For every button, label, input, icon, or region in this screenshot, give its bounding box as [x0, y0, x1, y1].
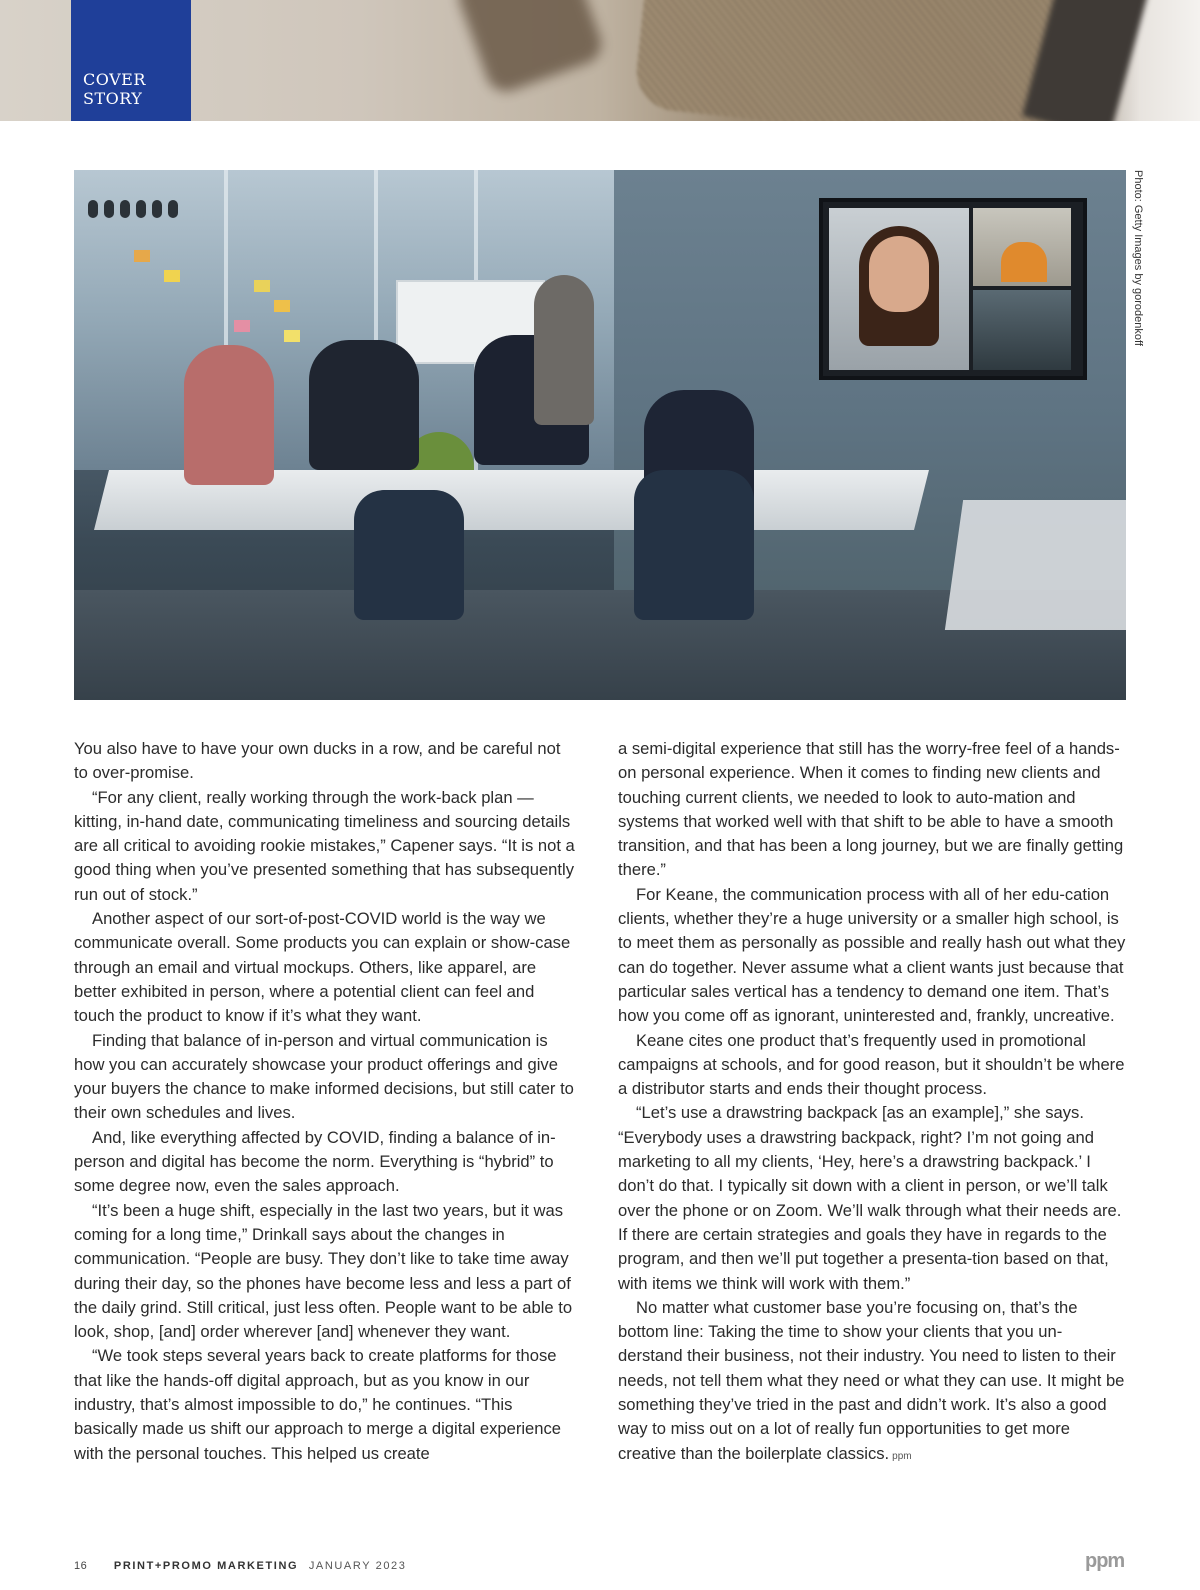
page-number: 16 [74, 1560, 88, 1572]
video-call-screen [819, 198, 1087, 380]
page-footer [74, 1560, 406, 1572]
paragraph: “We took steps several years back to create platforms for those that like the hands-off digital approach, but as you know in our industry, that’s almost impossible to do,” he continues. “This basically made us shift our approach to merge a digital experience with the personal touches. This helped us create [74, 1346, 562, 1463]
paragraph: And, like everything affected by COVID, finding a balance of in-person and digital has become the norm. Everything is “hybrid” to some degree now, even the sales approach. [74, 1127, 556, 1196]
paragraph: You also have to have your own ducks in a row, and be careful not to over-promise. [74, 739, 561, 783]
paragraph: “Let’s use a drawstring backpack [as an example],” she says. “Everybody uses a drawstring backpack, right? I’m not going and marketing to all my clients, ‘Hey, here’s a drawstring backpack.’ I don’t do that. I typically sit down with a client in person, or we’ll talk over the phone or on Zoom. We’ll walk through what their needs are. If there are certain strategies and goals they have in regards to the program, and then we’ll put together a presenta-tion based on that, with items we think will work with them.” [618, 1103, 1122, 1293]
photo-credit: Photo: Getty Images by gorodenkoff [1132, 170, 1144, 346]
paragraph: “It’s been a huge shift, especially in the last two years, but it was coming for a long time,” Drinkall says about the changes in communication. “People are busy. They don’t like to take time away during their day, so the phones have become less and less a part of the daily grind. Still critical, just less often. People want to be able to look, shop, [and] order wherever [and] whenever they want. [74, 1200, 573, 1342]
meeting-room-photo [74, 170, 1126, 700]
paragraph: “For any client, really working through the work-back plan — kitting, in-hand date, communicating timeliness and sourcing details are all critical to avoiding rookie mistakes,” Capener says. “It is not a good thing when you’ve presented something that has subsequently run out of stock.” [74, 787, 575, 904]
section-tab [71, 0, 191, 121]
paragraph: Keane cites one product that’s frequently used in promotional campaigns at schools, and for good reason, but it shouldn’t be where a distributor starts and ends their thought process. [618, 1030, 1125, 1099]
paragraph: Finding that balance of in-person and virtual communication is how you can accurately showcase your product offerings and give your buyers the chance to make informed decisions, but still cater to their own schedules and lives. [74, 1030, 574, 1123]
magazine-name: PRINT+PROMO MARKETING [113, 1560, 299, 1572]
section-tab-line1: COVER [83, 70, 146, 89]
end-mark: ppm [892, 1450, 912, 1462]
paragraph: Another aspect of our sort-of-post-COVID world is the way we communicate overall. Some products you can explain or show-case through an email and virtual mockups. Others, like apparel, are better exhibited in person, where a potential client can feel and touch the product to know if it’s what they want. [74, 909, 571, 1026]
paragraph: For Keane, the communication process with all of her edu-cation clients, whether they’re a huge university or a smaller high school, is to meet them as personally as possible and really hash out what they can do together. Never assume what a client wants just because that particular sales vertical has a tendency to demand one item. That’s how you come off as ignorant, uninterested and, frankly, uncreative. [618, 884, 1126, 1026]
issue-date: JANUARY 2023 [308, 1560, 407, 1572]
paragraph-text: No matter what customer base you’re focusing on, that’s the bottom line: Taking the time to show your clients that you un-derstand their business, not their industry. You need to listen to their needs, not tell them what they need or what they can use. It might be something they’ve tried in the past and didn’t work. It’s also a good way to miss out on a lot of really fun opportunities to get more creative than the boilerplate classics. [618, 1297, 1125, 1463]
section-tab-line2: STORY [83, 89, 143, 108]
article-column-left [74, 737, 577, 1466]
paragraph: a semi-digital experience that still has the worry-free feel of a hands-on personal experience. When it comes to finding new clients and touching current clients, we needed to look to auto-mation and systems that worked well with that shift to be able to have a smooth transition, and that has been a long journey, but we are finally getting there.” [618, 739, 1124, 880]
paragraph-last [618, 1296, 1126, 1469]
magazine-logo: ppm [1085, 1550, 1125, 1572]
article-column-right [618, 737, 1126, 1469]
